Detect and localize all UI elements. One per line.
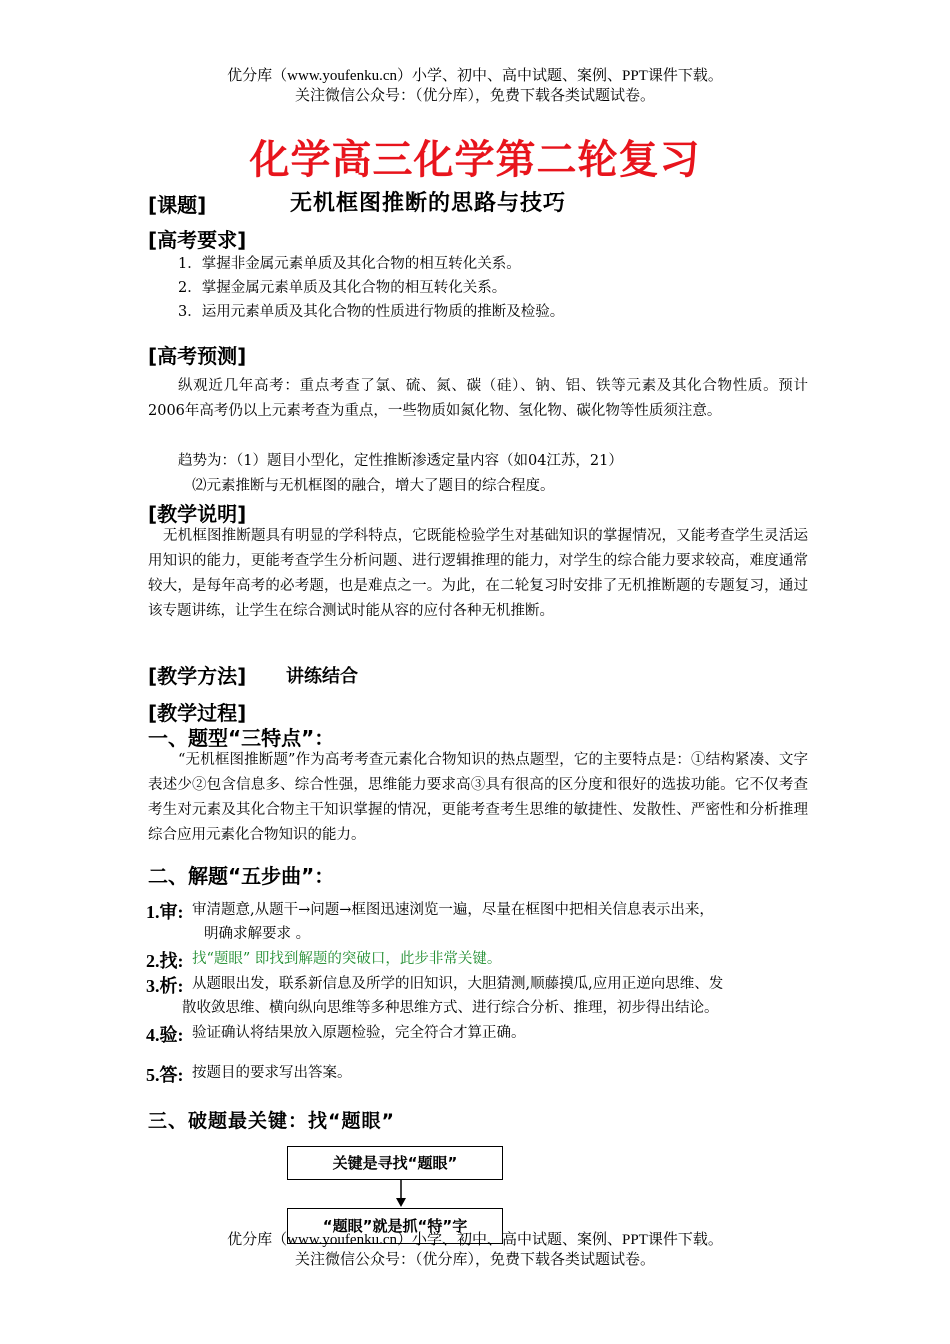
part1-paragraph: “无机框图推断题”作为高考考查元素化合物知识的热点题型，它的主要特点是：①结构紧凑、文字表述少②包含信息多、综合性强，思维能力要求高③具有很高的区分度和很好的选拔功能。它不仅考查考生对元素及其化合物主干知识掌握的情况，更能考查考生思维的敏捷性、发散性、严密性和分析推理综合应用元素化合物知识的能力。 xyxy=(148,752,808,843)
requirement-item-2: 2．掌握金属元素单质及其化合物的相互转化关系。 xyxy=(178,280,507,296)
step-1-label: 1.审: xyxy=(146,902,184,922)
part1-heading: 一、题型“三特点”： xyxy=(148,726,335,750)
step-2-label: 2.找: xyxy=(146,951,184,971)
method-label: [教学方法] xyxy=(148,664,247,688)
header-line-2: 关注微信公众号：（优分库），免费下载各类试题试卷。 xyxy=(294,88,655,104)
method-text: 讲练结合 xyxy=(286,666,358,687)
step-5-text: 按题目的要求写出答案。 xyxy=(192,1065,352,1081)
step-3-label: 3.析: xyxy=(146,976,184,996)
topic-text: 无机框图推断的思路与技巧 xyxy=(290,191,567,216)
flow-box-2: “题眼”就是抓“特”字 xyxy=(287,1208,503,1244)
requirements-label: [高考要求] xyxy=(148,228,247,252)
step-3-text-2: 散收敛思维、横向纵向思维等多种思维方式、进行综合分析、推理，初步得出结论。 xyxy=(182,1000,719,1016)
prediction-label: [高考预测] xyxy=(148,344,247,368)
flow-box-1: 关键是寻找“题眼” xyxy=(287,1146,503,1180)
requirement-item-1: 1．掌握非金属元素单质及其化合物的相互转化关系。 xyxy=(178,256,521,272)
step-1-text: 审清题意,从题干→问题→框图迅速浏览一遍，尽量在框图中把相关信息表示出来， xyxy=(192,902,714,918)
flow-arrow xyxy=(394,1180,408,1208)
topic-label: [课题] xyxy=(148,193,207,217)
prediction-trend-2: ⑵元素推断与无机框图的融合，增大了题目的综合程度。 xyxy=(192,478,555,494)
prediction-paragraph: 纵观近几年高考：重点考查了氯、硫、氮、碳（硅）、钠、铝、铁等元素及其化合物性质。预计2006年高考仍以上元素考查为重点，一些物质如氮化物、氢化物、碳化物等性质须注意。 xyxy=(148,378,808,419)
footer-line-1: 优分库（www.youfenku.cn）小学、初中、高中试题、案例、PPT课件下载。 xyxy=(227,1232,723,1248)
part2-heading: 二、解题“五步曲”： xyxy=(148,864,335,888)
part3-heading: 三、破题最关键：找“题眼” xyxy=(148,1110,395,1132)
step-1-text-2: 明确求解要求 。 xyxy=(204,926,311,942)
step-4-text: 验证确认将结果放入原题检验，完全符合才算正确。 xyxy=(192,1025,526,1041)
header-line-1: 优分库（www.youfenku.cn）小学、初中、高中试题、案例、PPT课件下载。 xyxy=(227,68,723,84)
step-4-label: 4.验: xyxy=(146,1025,184,1045)
explanation-label: [教学说明] xyxy=(148,502,247,526)
step-3-text: 从题眼出发，联系新信息及所学的旧知识，大胆猜测,顺藤摸瓜,应用正逆向思维、发 xyxy=(192,976,724,992)
page-title: 化学高三化学第二轮复习 xyxy=(249,137,701,183)
footer-line-2: 关注微信公众号：（优分库），免费下载各类试题试卷。 xyxy=(294,1252,655,1268)
process-label: [教学过程] xyxy=(148,701,247,725)
explanation-paragraph: 无机框图推断题具有明显的学科特点，它既能检验学生对基础知识的掌握情况，又能考查学生灵活运用知识的能力，更能考查学生分析问题、进行逻辑推理的能力，对学生的综合能力要求较高，难度通常较大，是每年高考的必考题，也是难点之一。为此，在二轮复习时安排了无机推断题的专题复习，通过该专题讲练，让学生在综合测试时能从容的应付各种无机推断。 xyxy=(148,528,808,619)
requirement-item-3: 3．运用元素单质及其化合物的性质进行物质的推断及检验。 xyxy=(178,304,565,320)
prediction-trend-1: 趋势为：（1）题目小型化，定性推断渗透定量内容（如04江苏，21） xyxy=(178,453,623,469)
step-5-label: 5.答: xyxy=(146,1065,184,1085)
step-2-text: 找“题眼” 即找到解题的突破口，此步非常关键。 xyxy=(192,951,502,967)
